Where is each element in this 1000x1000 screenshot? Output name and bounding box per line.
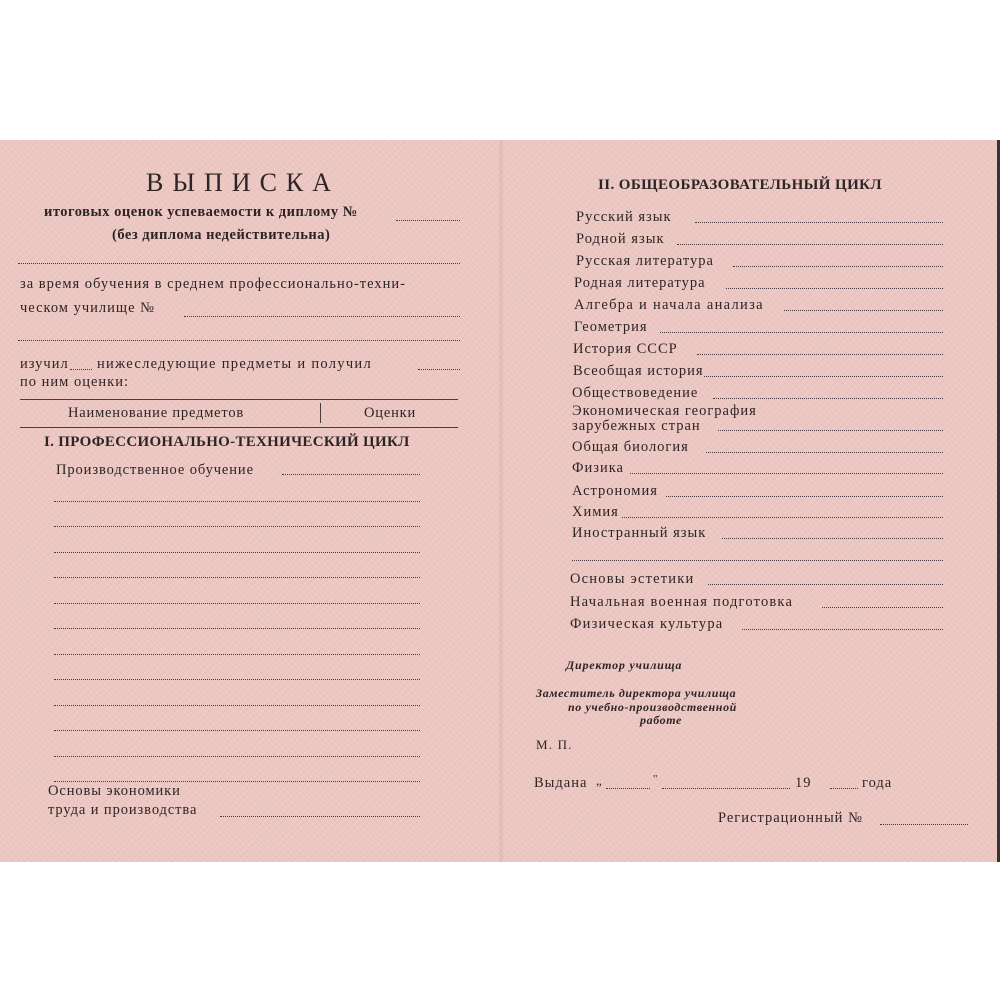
ussr-history-grade-field [697, 354, 943, 355]
table-column-grades: Оценки [364, 405, 417, 421]
section-1-title: I. ПРОФЕССИОНАЛЬНО-ТЕХНИЧЕСКИЙ ЦИКЛ [44, 434, 410, 450]
subtitle-line-1: итоговых оценок успеваемости к диплому № [44, 204, 358, 220]
deputy-signature-label-line-1: Заместитель директора училища [536, 686, 737, 700]
body-line-4: по ним оценки: [20, 374, 129, 390]
foreign-language-blank-field [572, 560, 943, 561]
subject-blank-line-5 [54, 603, 420, 604]
aesthetics-grade-field [708, 584, 943, 585]
subject-blank-line-10 [54, 730, 420, 731]
body-line-3-field [418, 369, 460, 370]
deputy-signature-label-line-3: работе [640, 713, 682, 727]
subject-blank-line-3 [54, 552, 420, 553]
russian-literature-grade-field [733, 266, 943, 267]
subject-geometry: Геометрия [574, 319, 648, 335]
subject-blank-line-8 [54, 679, 420, 680]
blank-field [18, 340, 460, 341]
issued-month-field [662, 788, 790, 789]
physics-grade-field [630, 473, 943, 474]
diploma-number-field [396, 220, 460, 221]
general-biology-grade-field [706, 452, 943, 453]
document-title: ВЫПИСКА [146, 168, 341, 197]
subject-blank-line-4 [54, 577, 420, 578]
director-signature-label: Директор училища [566, 658, 683, 672]
astronomy-grade-field [666, 496, 943, 497]
registration-number-label: Регистрационный № [718, 810, 863, 826]
subject-social-studies: Обществоведение [572, 385, 699, 401]
subject-military-training: Начальная военная подготовка [570, 594, 794, 610]
table-column-divider [320, 403, 321, 423]
foreign-language-grade-field [722, 538, 943, 539]
russian-language-grade-field [695, 222, 943, 223]
subject-astronomy: Астрономия [572, 483, 658, 499]
issued-quote-close: " [653, 773, 659, 785]
issued-year-field [830, 788, 858, 789]
subject-economic-geography-line-2: зарубежных стран [572, 418, 701, 434]
section-2-title: II. ОБЩЕОБРАЗОВАТЕЛЬНЫЙ ЦИКЛ [598, 177, 882, 193]
subject-blank-line-2 [54, 526, 420, 527]
subject-world-history: Всеобщая история [573, 363, 704, 379]
geometry-grade-field [660, 332, 943, 333]
page-fold [498, 140, 504, 862]
economics-grade-field [220, 816, 420, 817]
subject-algebra: Алгебра и начала анализа [574, 297, 764, 313]
subject-general-biology: Общая биология [572, 439, 689, 455]
subject-foreign-language: Иностранный язык [572, 525, 707, 541]
native-literature-grade-field [726, 288, 943, 289]
production-training-grade-field [282, 474, 420, 475]
subject-chemistry: Химия [572, 504, 619, 520]
table-column-subjects: Наименование предметов [68, 405, 245, 421]
subject-blank-line-9 [54, 705, 420, 706]
algebra-grade-field [784, 310, 943, 311]
subject-native-language: Родной язык [576, 231, 665, 247]
issued-quote-open: „ [596, 773, 603, 788]
subject-blank-line-1 [54, 501, 420, 502]
table-header-bottom-rule [20, 427, 458, 428]
subject-native-literature: Родная литература [574, 275, 706, 291]
issued-label: Выдана [534, 775, 588, 791]
body-line-1: за время обучения в среднем профессионально-техни- [20, 276, 406, 292]
subject-blank-line-7 [54, 654, 420, 655]
subject-economics-line-1: Основы экономики [48, 783, 181, 799]
subject-economics-line-2: труда и производства [48, 802, 198, 818]
issued-year-prefix: 19 [795, 775, 812, 791]
military-training-grade-field [822, 607, 943, 608]
chemistry-grade-field [622, 517, 943, 518]
subject-aesthetics: Основы эстетики [570, 571, 695, 587]
subject-economic-geography-line-1: Экономическая география [572, 403, 757, 419]
subject-blank-line-12 [54, 781, 420, 782]
subject-physics: Физика [572, 460, 624, 476]
gender-suffix-field [70, 369, 92, 370]
subject-russian-language: Русский язык [576, 209, 672, 225]
body-line-3b: нижеследующие предметы и получил [97, 356, 373, 372]
body-line-2: ческом училище № [20, 300, 155, 316]
table-header-top-rule [20, 399, 458, 400]
subject-blank-line-6 [54, 628, 420, 629]
issued-year-word: года [862, 775, 893, 791]
seal-place-label: М. П. [536, 737, 573, 752]
school-number-field [184, 316, 460, 317]
name-field [18, 263, 460, 264]
social-studies-grade-field [713, 398, 943, 399]
registration-number-field [880, 824, 968, 825]
diploma-transcript-spread [0, 140, 1000, 862]
subject-blank-line-11 [54, 756, 420, 757]
subtitle-line-2: (без диплома недействительна) [112, 227, 331, 243]
world-history-grade-field [704, 376, 943, 377]
deputy-signature-label-line-2: по учебно-производственной [568, 700, 737, 714]
subject-ussr-history: История СССР [573, 341, 678, 357]
native-language-grade-field [677, 244, 943, 245]
body-line-3a: изучил [20, 356, 69, 372]
subject-russian-literature: Русская литература [576, 253, 714, 269]
subject-production-training: Производственное обучение [56, 462, 254, 478]
economic-geography-grade-field [718, 430, 943, 431]
subject-physical-education: Физическая культура [570, 616, 724, 632]
physical-education-grade-field [742, 629, 943, 630]
issued-day-field [606, 788, 650, 789]
